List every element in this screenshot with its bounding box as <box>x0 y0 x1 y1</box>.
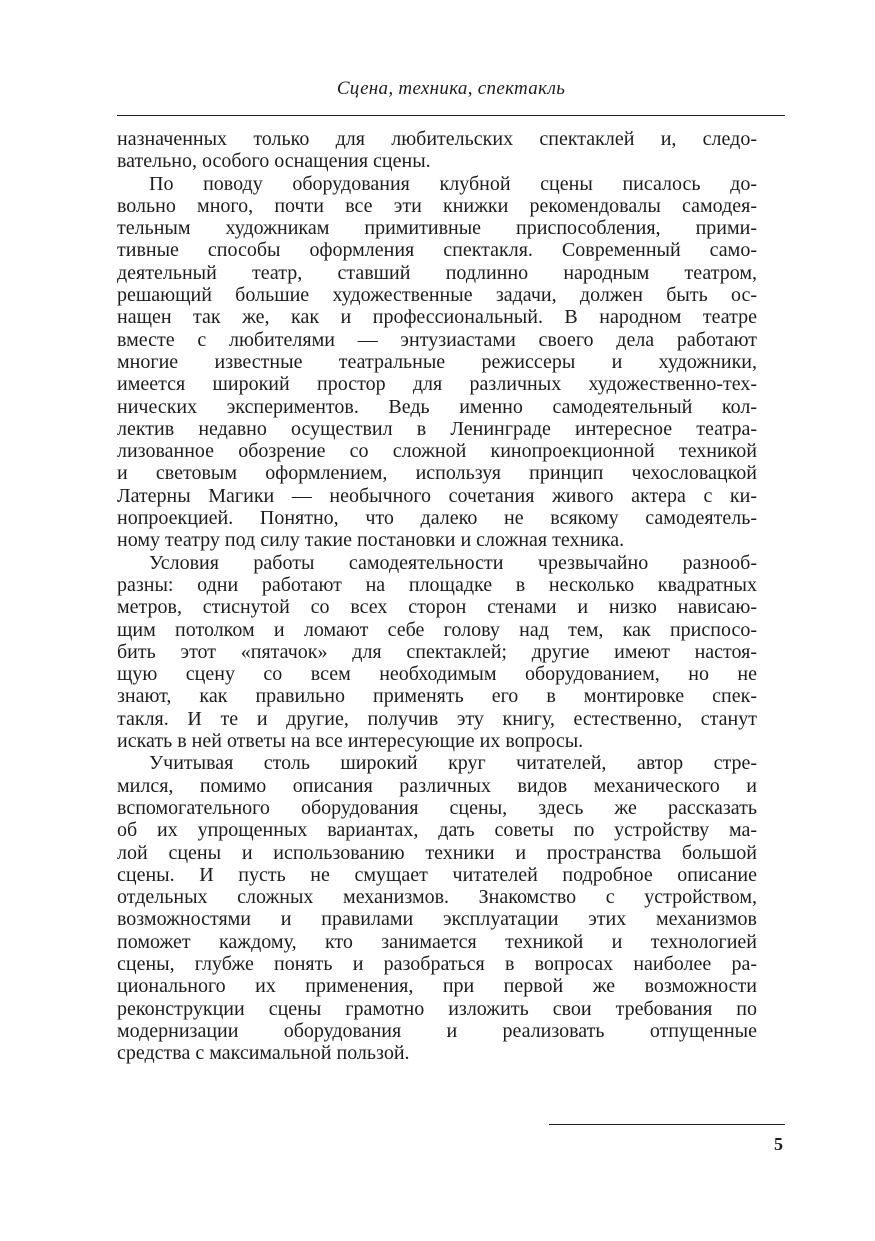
paragraph-4-line: поможет каждому, кто занимается техникой и технологией <box>117 930 757 953</box>
paragraph-2-line: имеется широкий простор для различных художественно-тех- <box>117 373 757 396</box>
paragraph-2-line: лектив недавно осуществил в Ленинграде интересное театра- <box>117 417 757 440</box>
paragraph-4-line: сцены, глубже понять и разобраться в вопросах наиболее ра- <box>117 952 757 975</box>
paragraph-4-line: вспомогательного оборудования сцены, здесь же рассказать <box>117 796 757 819</box>
paragraph-4-line: отдельных сложных механизмов. Знакомство с устройством, <box>117 886 757 909</box>
paragraph-4-line: средства с максимальной пользой. <box>117 1042 410 1065</box>
paragraph-2-line: лизованное обозрение со сложной кинопроекционной техникой <box>117 440 757 463</box>
paragraph-3-line: знают, как правильно применять его в монтировке спек- <box>117 685 757 708</box>
paragraph-1-line: вательно, особого оснащения сцены. <box>117 150 431 173</box>
running-head: Сцена, техника, спектакль <box>336 78 566 99</box>
paragraph-3-line: бить этот «пятачок» для спектаклей; другие имеют настоя- <box>117 640 757 663</box>
paragraph-4-line: возможностями и правилами эксплуатации этих механизмов <box>117 908 757 931</box>
paragraph-2-line: ному театру под силу такие постановки и сложная техника. <box>117 529 625 552</box>
paragraph-3-line: щим потолком и ломают себе голову над тем, как приспосо- <box>117 618 757 641</box>
paragraph-3-line: искать в ней ответы на все интересующие их вопросы. <box>117 730 584 753</box>
paragraph-2-line: и световым оформлением, используя принцип чехословацкой <box>117 462 757 485</box>
paragraph-4-line: модернизации оборудования и реализовать отпущенные <box>117 1019 757 1042</box>
paragraph-2-line: вместе с любителями — энтузиастами своего дела работают <box>117 328 757 351</box>
paragraph-2-line: тивные способы оформления спектакля. Современный само- <box>117 239 757 262</box>
paragraph-2-line: тельным художникам примитивные приспособления, прими- <box>117 217 757 240</box>
paragraph-4-line: об их упрощенных вариантах, дать советы по устройству ма- <box>117 819 757 842</box>
paragraph-2-line: многие известные театральные режиссеры и художники, <box>117 350 757 373</box>
paragraph-4-line: сцены. И пусть не смущает читателей подробное описание <box>117 863 757 886</box>
paragraph-4-line: реконструкции сцены грамотно изложить свои требования по <box>117 997 757 1020</box>
paragraph-3-line: метров, стиснутой со всех сторон стенами и низко нависаю- <box>117 596 757 619</box>
paragraph-3-line: Условия работы самодеятельности чрезвычайно разнооб- <box>149 551 757 574</box>
paragraph-3-line: разны: одни работают на площадке в несколько квадратных <box>117 573 757 596</box>
paragraph-2-line: нащен так же, как и профессиональный. В народном театре <box>117 306 757 329</box>
paragraph-4-line: Учитывая столь широкий круг читателей, автор стре- <box>149 752 757 775</box>
paragraph-2-line: нических экспериментов. Ведь именно самодеятельный кол- <box>117 395 757 418</box>
page-number: 5 <box>774 1134 783 1154</box>
paragraph-2-line: По поводу оборудования клубной сцены писалось до- <box>149 172 757 195</box>
paragraph-2-line: вольно много, почти все эти книжки рекомендовалы самодея- <box>117 194 757 217</box>
paragraph-3-line: такля. И те и другие, получив эту книгу, естественно, станут <box>117 707 757 730</box>
paragraph-2-line: решающий большие художественные задачи, должен быть ос- <box>117 284 757 307</box>
paragraph-1-line: назначенных только для любительских спектаклей и, следо- <box>117 128 757 150</box>
paragraph-4-line: мился, помимо описания различных видов механического и <box>117 774 757 797</box>
paragraph-4-line: ционального их применения, при первой же возможности <box>117 975 757 998</box>
body-text <box>117 128 757 1064</box>
paragraph-4-line: лой сцены и использованию техники и пространства большой <box>117 841 757 864</box>
header-rule <box>117 115 785 116</box>
paragraph-3-line: щую сцену со всем необходимым оборудованием, но не <box>117 663 757 686</box>
paragraph-2-line: Латерны Магики — необычного сочетания живого актера с ки- <box>117 484 757 507</box>
paragraph-2-line: нопроекцией. Понятно, что далеко не всякому самодеятель- <box>117 507 757 530</box>
footer-rule <box>549 1124 785 1125</box>
paragraph-2-line: деятельный театр, ставший подлинно народным театром, <box>117 261 757 284</box>
